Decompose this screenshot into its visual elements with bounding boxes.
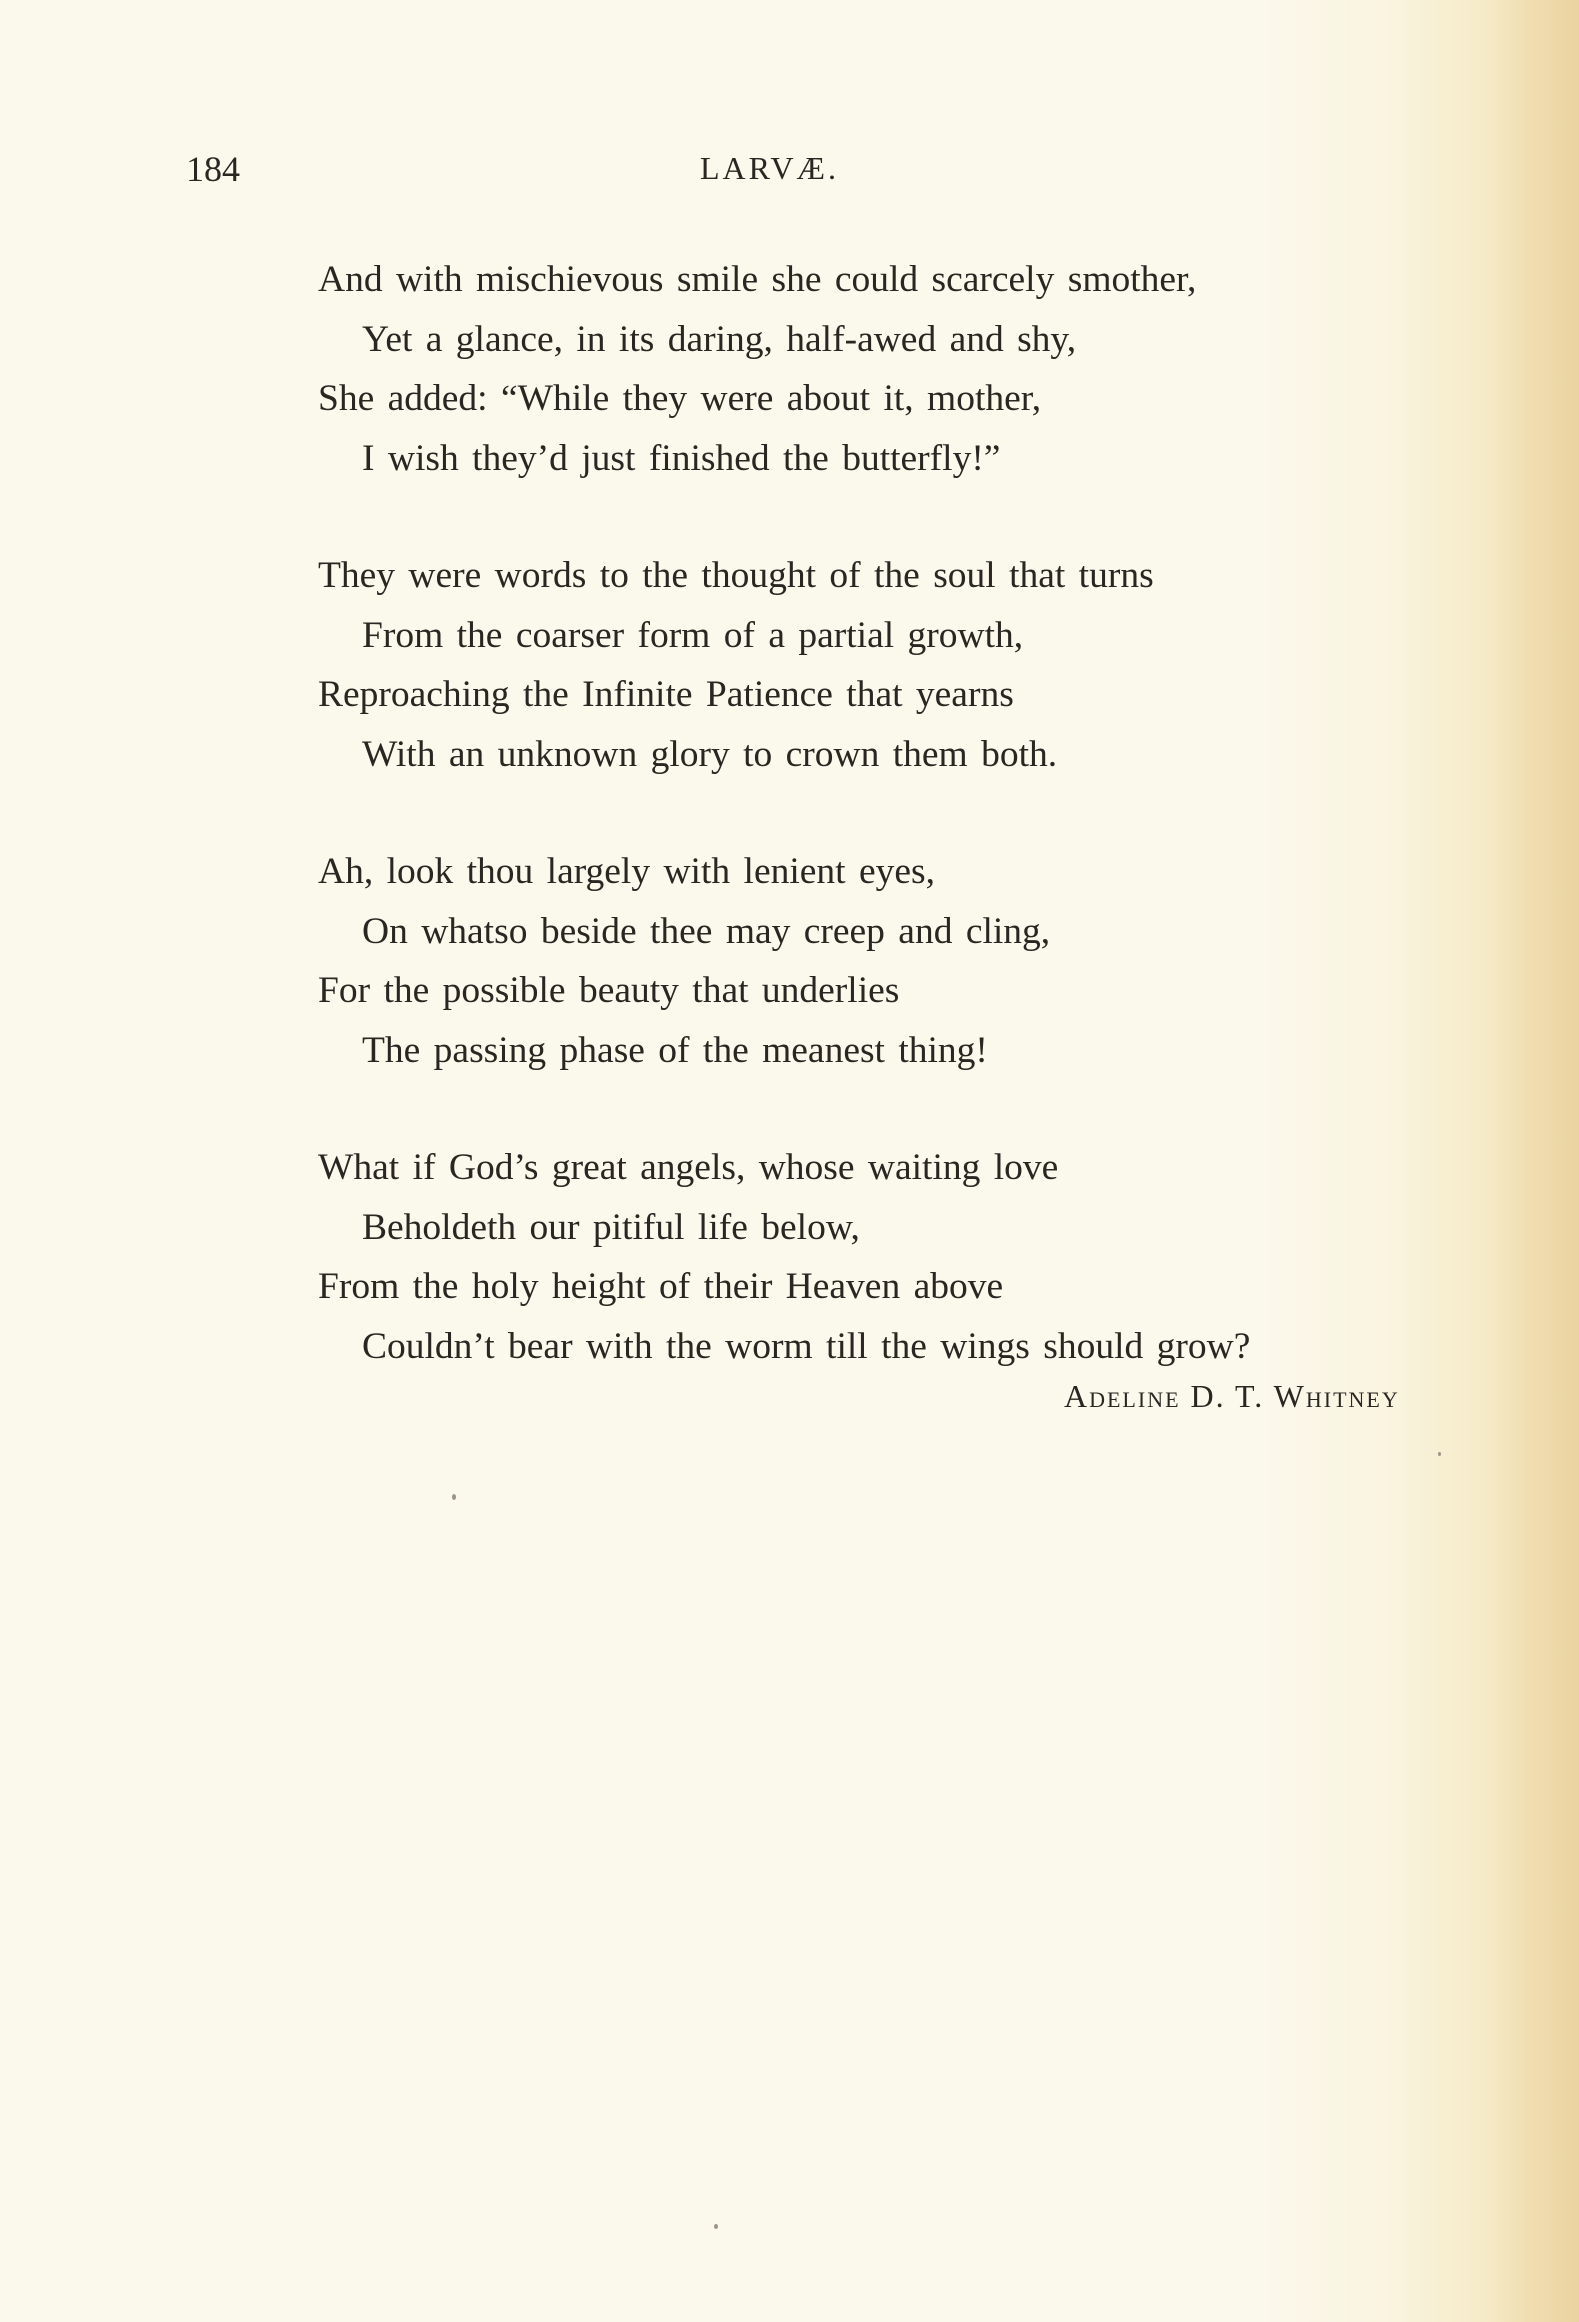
poem-line: On whatso beside thee may creep and cling, <box>362 910 1051 952</box>
paper-speck <box>1438 1452 1441 1456</box>
poem-line: Ah, look thou largely with lenient eyes, <box>318 851 935 892</box>
poem-line: Couldn’t bear with the worm till the wings should grow? <box>362 1325 1251 1367</box>
poem-line: She added: “While they were about it, mother, <box>318 378 1042 419</box>
stanza <box>318 250 1518 488</box>
poem-line: From the coarser form of a partial growth, <box>362 614 1024 656</box>
poem-line: Beholdeth our pitiful life below, <box>362 1206 860 1248</box>
page-header <box>0 148 1579 198</box>
poem-line: I wish they’d just finished the butterfly!” <box>362 437 1001 479</box>
poem-line: They were words to the thought of the soul that turns <box>318 555 1154 596</box>
poem <box>318 250 1518 1434</box>
poem-line: For the possible beauty that underlies <box>318 970 900 1011</box>
stanza <box>318 1138 1518 1376</box>
paper-speck <box>714 2224 718 2229</box>
poem-line: From the holy height of their Heaven above <box>318 1266 1004 1307</box>
attribution: Adeline D. T. Whitney <box>1064 1378 1400 1414</box>
stanza <box>318 842 1518 1080</box>
stanza <box>318 546 1518 784</box>
running-title: LARVÆ. <box>700 150 839 186</box>
poem-line: And with mischievous smile she could scarcely smother, <box>318 259 1197 300</box>
poem-line: Yet a glance, in its daring, half-awed and shy, <box>362 318 1077 360</box>
poem-line: The passing phase of the meanest thing! <box>362 1029 988 1071</box>
poem-line: With an unknown glory to crown them both. <box>362 733 1058 775</box>
poem-line: Reproaching the Infinite Patience that yearns <box>318 674 1014 715</box>
page-number: 184 <box>186 149 240 189</box>
poem-line: What if God’s great angels, whose waiting love <box>318 1147 1059 1188</box>
paper-speck <box>452 1494 456 1500</box>
